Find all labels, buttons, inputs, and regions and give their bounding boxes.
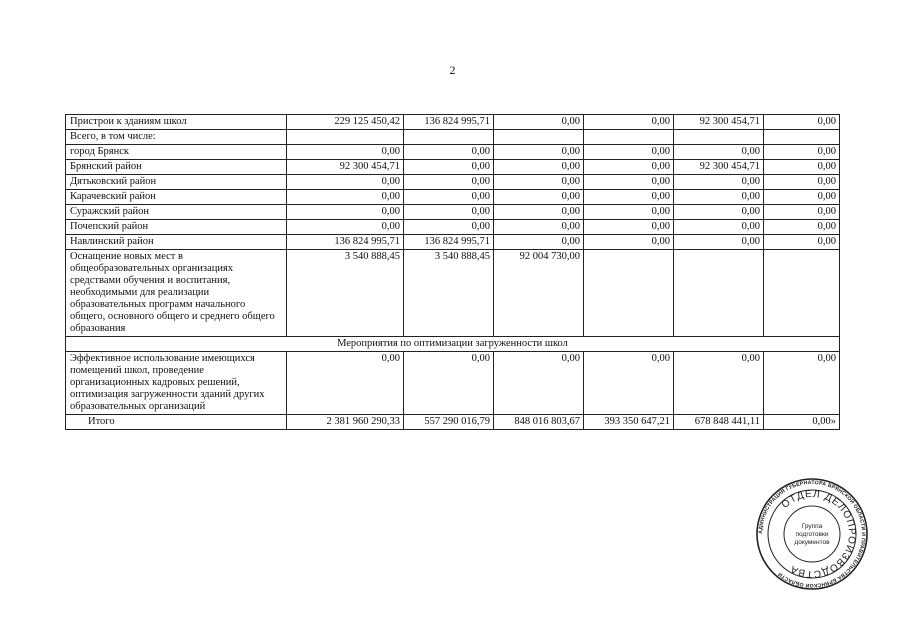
- cell-value: 0,00: [764, 115, 840, 130]
- row-label: Оснащение новых мест в общеобразовательных организациях средствами обучения и воспитания, необходимыми для реализации образовательных программ начального общего, основного общего и среднего общего образования: [66, 250, 287, 337]
- cell-value: 0,00: [287, 175, 404, 190]
- table-row: [66, 115, 840, 130]
- total-label: Итого: [66, 415, 287, 430]
- table-row: [66, 352, 840, 415]
- total-value: 393 350 647,21: [584, 415, 674, 430]
- cell-value: 0,00: [494, 352, 584, 415]
- cell-value: 0,00: [287, 205, 404, 220]
- cell-value: 0,00: [494, 160, 584, 175]
- cell-value: 0,00: [494, 235, 584, 250]
- table-row: [66, 235, 840, 250]
- cell-value: 0,00: [674, 175, 764, 190]
- cell-value: 0,00: [764, 160, 840, 175]
- cell-value: 0,00: [674, 235, 764, 250]
- cell-value: 0,00: [404, 175, 494, 190]
- cell-value: 136 824 995,71: [287, 235, 404, 250]
- total-row: [66, 415, 840, 430]
- row-label: Навлинский район: [66, 235, 287, 250]
- cell-value: 92 300 454,71: [287, 160, 404, 175]
- cell-value: 0,00: [584, 145, 674, 160]
- cell-value: [674, 130, 764, 145]
- cell-value: 0,00: [494, 145, 584, 160]
- cell-value: 0,00: [674, 145, 764, 160]
- cell-value: 0,00: [674, 205, 764, 220]
- cell-value: [674, 250, 764, 337]
- cell-value: [584, 250, 674, 337]
- row-label: Эффективное использование имеющихся помещений школ, проведение организационных кадровых решений, оптимизация загруженности зданий других образовательных организаций: [66, 352, 287, 415]
- stamp-center-line: подготовки: [795, 531, 829, 538]
- row-label: город Брянск: [66, 145, 287, 160]
- cell-value: [584, 130, 674, 145]
- cell-value: 0,00: [494, 175, 584, 190]
- stamp-outer-text: АДМИНИСТРАЦИЯ ГУБЕРНАТОРА БРЯНСКОЙ ОБЛАСТИ И ПРАВИТЕЛЬСТВА БРЯНСКОЙ ОБЛАСТИ: [757, 479, 867, 589]
- cell-value: 0,00: [494, 115, 584, 130]
- cell-value: [287, 130, 404, 145]
- cell-value: 0,00: [404, 160, 494, 175]
- row-label: Всего, в том числе:: [66, 130, 287, 145]
- cell-value: 0,00: [764, 235, 840, 250]
- cell-value: 0,00: [764, 205, 840, 220]
- cell-value: 92 004 730,00: [494, 250, 584, 337]
- table-row: [66, 130, 840, 145]
- cell-value: 0,00: [494, 220, 584, 235]
- row-label: Пристрои к зданиям школ: [66, 115, 287, 130]
- cell-value: 229 125 450,42: [287, 115, 404, 130]
- budget-table: [65, 114, 840, 430]
- row-label: Брянский район: [66, 160, 287, 175]
- cell-value: 3 540 888,45: [287, 250, 404, 337]
- cell-value: 0,00: [674, 352, 764, 415]
- stamp-center-line: Группа: [801, 523, 823, 530]
- cell-value: [764, 250, 840, 337]
- table-row: [66, 250, 840, 337]
- page-number: 2: [449, 63, 456, 77]
- cell-value: 0,00: [287, 352, 404, 415]
- section-heading-row: [66, 337, 840, 352]
- cell-value: [494, 130, 584, 145]
- cell-value: 92 300 454,71: [674, 115, 764, 130]
- cell-value: 0,00: [584, 220, 674, 235]
- cell-value: 0,00: [674, 220, 764, 235]
- row-label: Почепский район: [66, 220, 287, 235]
- cell-value: 0,00: [584, 235, 674, 250]
- cell-value: 0,00: [584, 115, 674, 130]
- cell-value: 0,00: [764, 220, 840, 235]
- cell-value: 0,00: [764, 175, 840, 190]
- cell-value: [404, 130, 494, 145]
- cell-value: 136 824 995,71: [404, 115, 494, 130]
- table-row: [66, 205, 840, 220]
- total-value: 557 290 016,79: [404, 415, 494, 430]
- total-value: 0,00»: [764, 415, 840, 430]
- cell-value: [764, 130, 840, 145]
- row-label: Карачевский район: [66, 190, 287, 205]
- table-row: [66, 145, 840, 160]
- cell-value: 0,00: [404, 145, 494, 160]
- cell-value: 0,00: [404, 352, 494, 415]
- cell-value: 0,00: [494, 190, 584, 205]
- cell-value: 0,00: [764, 352, 840, 415]
- table-row: [66, 220, 840, 235]
- cell-value: 92 300 454,71: [674, 160, 764, 175]
- cell-value: 0,00: [584, 190, 674, 205]
- cell-value: 0,00: [584, 175, 674, 190]
- row-label: Суражский район: [66, 205, 287, 220]
- cell-value: 0,00: [494, 205, 584, 220]
- total-value: 848 016 803,67: [494, 415, 584, 430]
- stamp-middle-text: ОТДЕЛ ДЕЛОПРОИЗВОДСТВА: [779, 488, 858, 580]
- cell-value: 0,00: [764, 145, 840, 160]
- cell-value: 0,00: [287, 145, 404, 160]
- total-value: 2 381 960 290,33: [287, 415, 404, 430]
- cell-value: 0,00: [404, 205, 494, 220]
- cell-value: 0,00: [584, 205, 674, 220]
- cell-value: 0,00: [764, 190, 840, 205]
- cell-value: 0,00: [404, 220, 494, 235]
- cell-value: 0,00: [584, 352, 674, 415]
- total-value: 678 848 441,11: [674, 415, 764, 430]
- office-stamp: [756, 478, 868, 590]
- cell-value: 0,00: [674, 190, 764, 205]
- cell-value: 0,00: [584, 160, 674, 175]
- cell-value: 136 824 995,71: [404, 235, 494, 250]
- cell-value: 0,00: [287, 190, 404, 205]
- cell-value: 0,00: [287, 220, 404, 235]
- row-label: Дятьковский район: [66, 175, 287, 190]
- cell-value: 0,00: [404, 190, 494, 205]
- table-row: [66, 160, 840, 175]
- section-heading: Мероприятия по оптимизации загруженности школ: [66, 337, 840, 352]
- cell-value: 3 540 888,45: [404, 250, 494, 337]
- table-row: [66, 175, 840, 190]
- table-row: [66, 190, 840, 205]
- stamp-center-line: документов: [794, 539, 830, 546]
